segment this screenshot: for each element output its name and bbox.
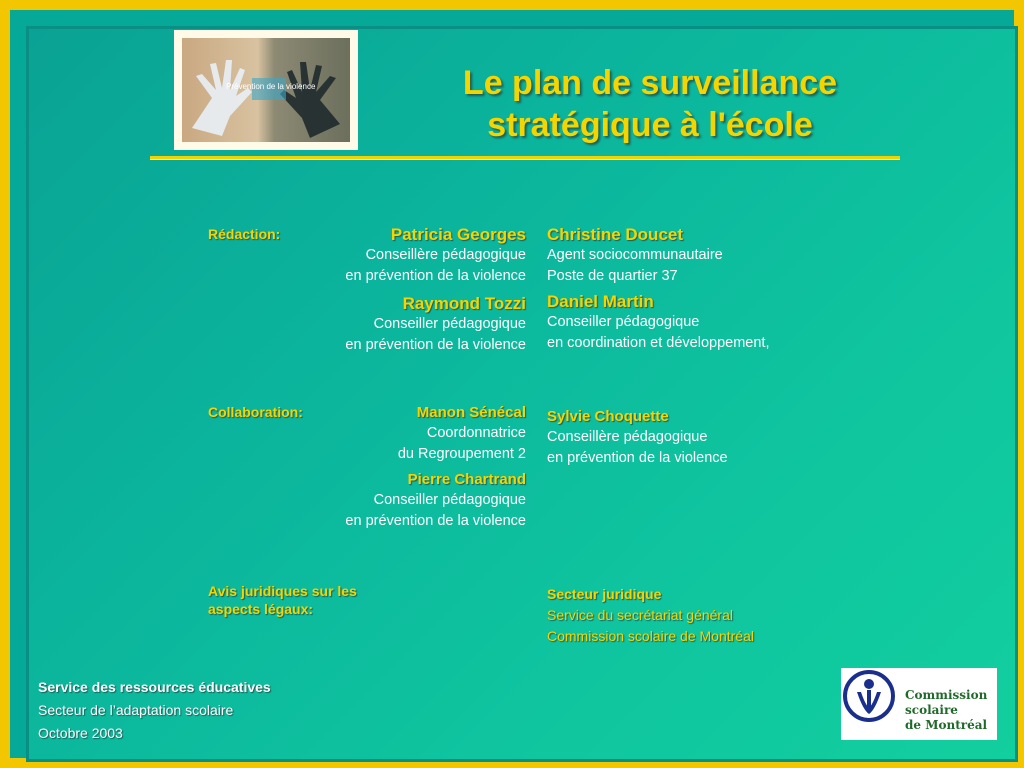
avis-label-line-1: Avis juridiques sur les [208, 583, 357, 599]
hands-photo [182, 38, 350, 142]
person-role: Coordonnatrice [426, 425, 526, 441]
person-name: Daniel Martin [547, 292, 654, 311]
avis-label-line-2: aspects légaux: [208, 601, 314, 617]
redaction-left-column [290, 224, 526, 356]
person-role: Conseillère pédagogique [547, 429, 708, 445]
sector-line: Commission scolaire de Montréal [547, 628, 754, 644]
sector-name: Secteur juridique [547, 586, 662, 602]
footer-secteur: Secteur de l’adaptation scolaire [38, 702, 234, 718]
avis-column [547, 584, 867, 647]
footer-date: Octobre 2003 [38, 725, 123, 741]
person-name: Pierre Chartrand [407, 471, 526, 488]
collaboration-right-column [547, 406, 847, 469]
person-name: Christine Doucet [547, 225, 684, 244]
person-role: en prévention de la violence [345, 268, 526, 284]
title-line-1: Le plan de surveillance [462, 64, 838, 102]
person-name: Manon Sénécal [416, 404, 526, 421]
person-role: en prévention de la violence [345, 337, 526, 353]
avis-label [208, 582, 357, 618]
person-role: du Regroupement 2 [397, 446, 526, 462]
collaboration-left-column [290, 402, 526, 532]
person-name: Sylvie Choquette [547, 408, 669, 425]
person-name: Patricia Georges [390, 225, 526, 244]
redaction-right-column [547, 224, 847, 354]
csdm-line-3: de Montréal [905, 718, 988, 732]
logo-caption: Prévention de la violence [226, 82, 316, 91]
title-line-2: stratégique à l'école [487, 106, 813, 144]
person-role: Poste de quartier 37 [547, 268, 678, 284]
collaboration-label: Collaboration: [208, 404, 303, 420]
person-role: Agent sociocommunautaire [547, 247, 723, 263]
title-divider [150, 156, 900, 160]
person-role: en prévention de la violence [547, 450, 728, 466]
person-role: en prévention de la violence [345, 513, 526, 529]
csdm-line-1: Commission [905, 688, 988, 702]
footer [38, 676, 271, 745]
footer-service: Service des ressources éducatives [38, 679, 271, 695]
csdm-logo-text [905, 688, 987, 733]
person-role: Conseiller pédagogique [373, 492, 526, 508]
person-role: Conseiller pédagogique [547, 314, 700, 330]
sector-line: Service du secrétariat général [547, 607, 733, 623]
prevention-violence-image [174, 30, 358, 150]
page-title [400, 62, 900, 146]
person-name: Raymond Tozzi [402, 294, 526, 313]
person-role: Conseillère pédagogique [365, 247, 526, 263]
csdm-emblem-icon [843, 670, 895, 722]
csdm-logo [841, 668, 997, 740]
person-role: en coordination et développement, [547, 335, 770, 351]
person-role: Conseiller pédagogique [373, 316, 526, 332]
redaction-label: Rédaction: [208, 226, 281, 242]
csdm-line-2: scolaire [905, 703, 958, 717]
